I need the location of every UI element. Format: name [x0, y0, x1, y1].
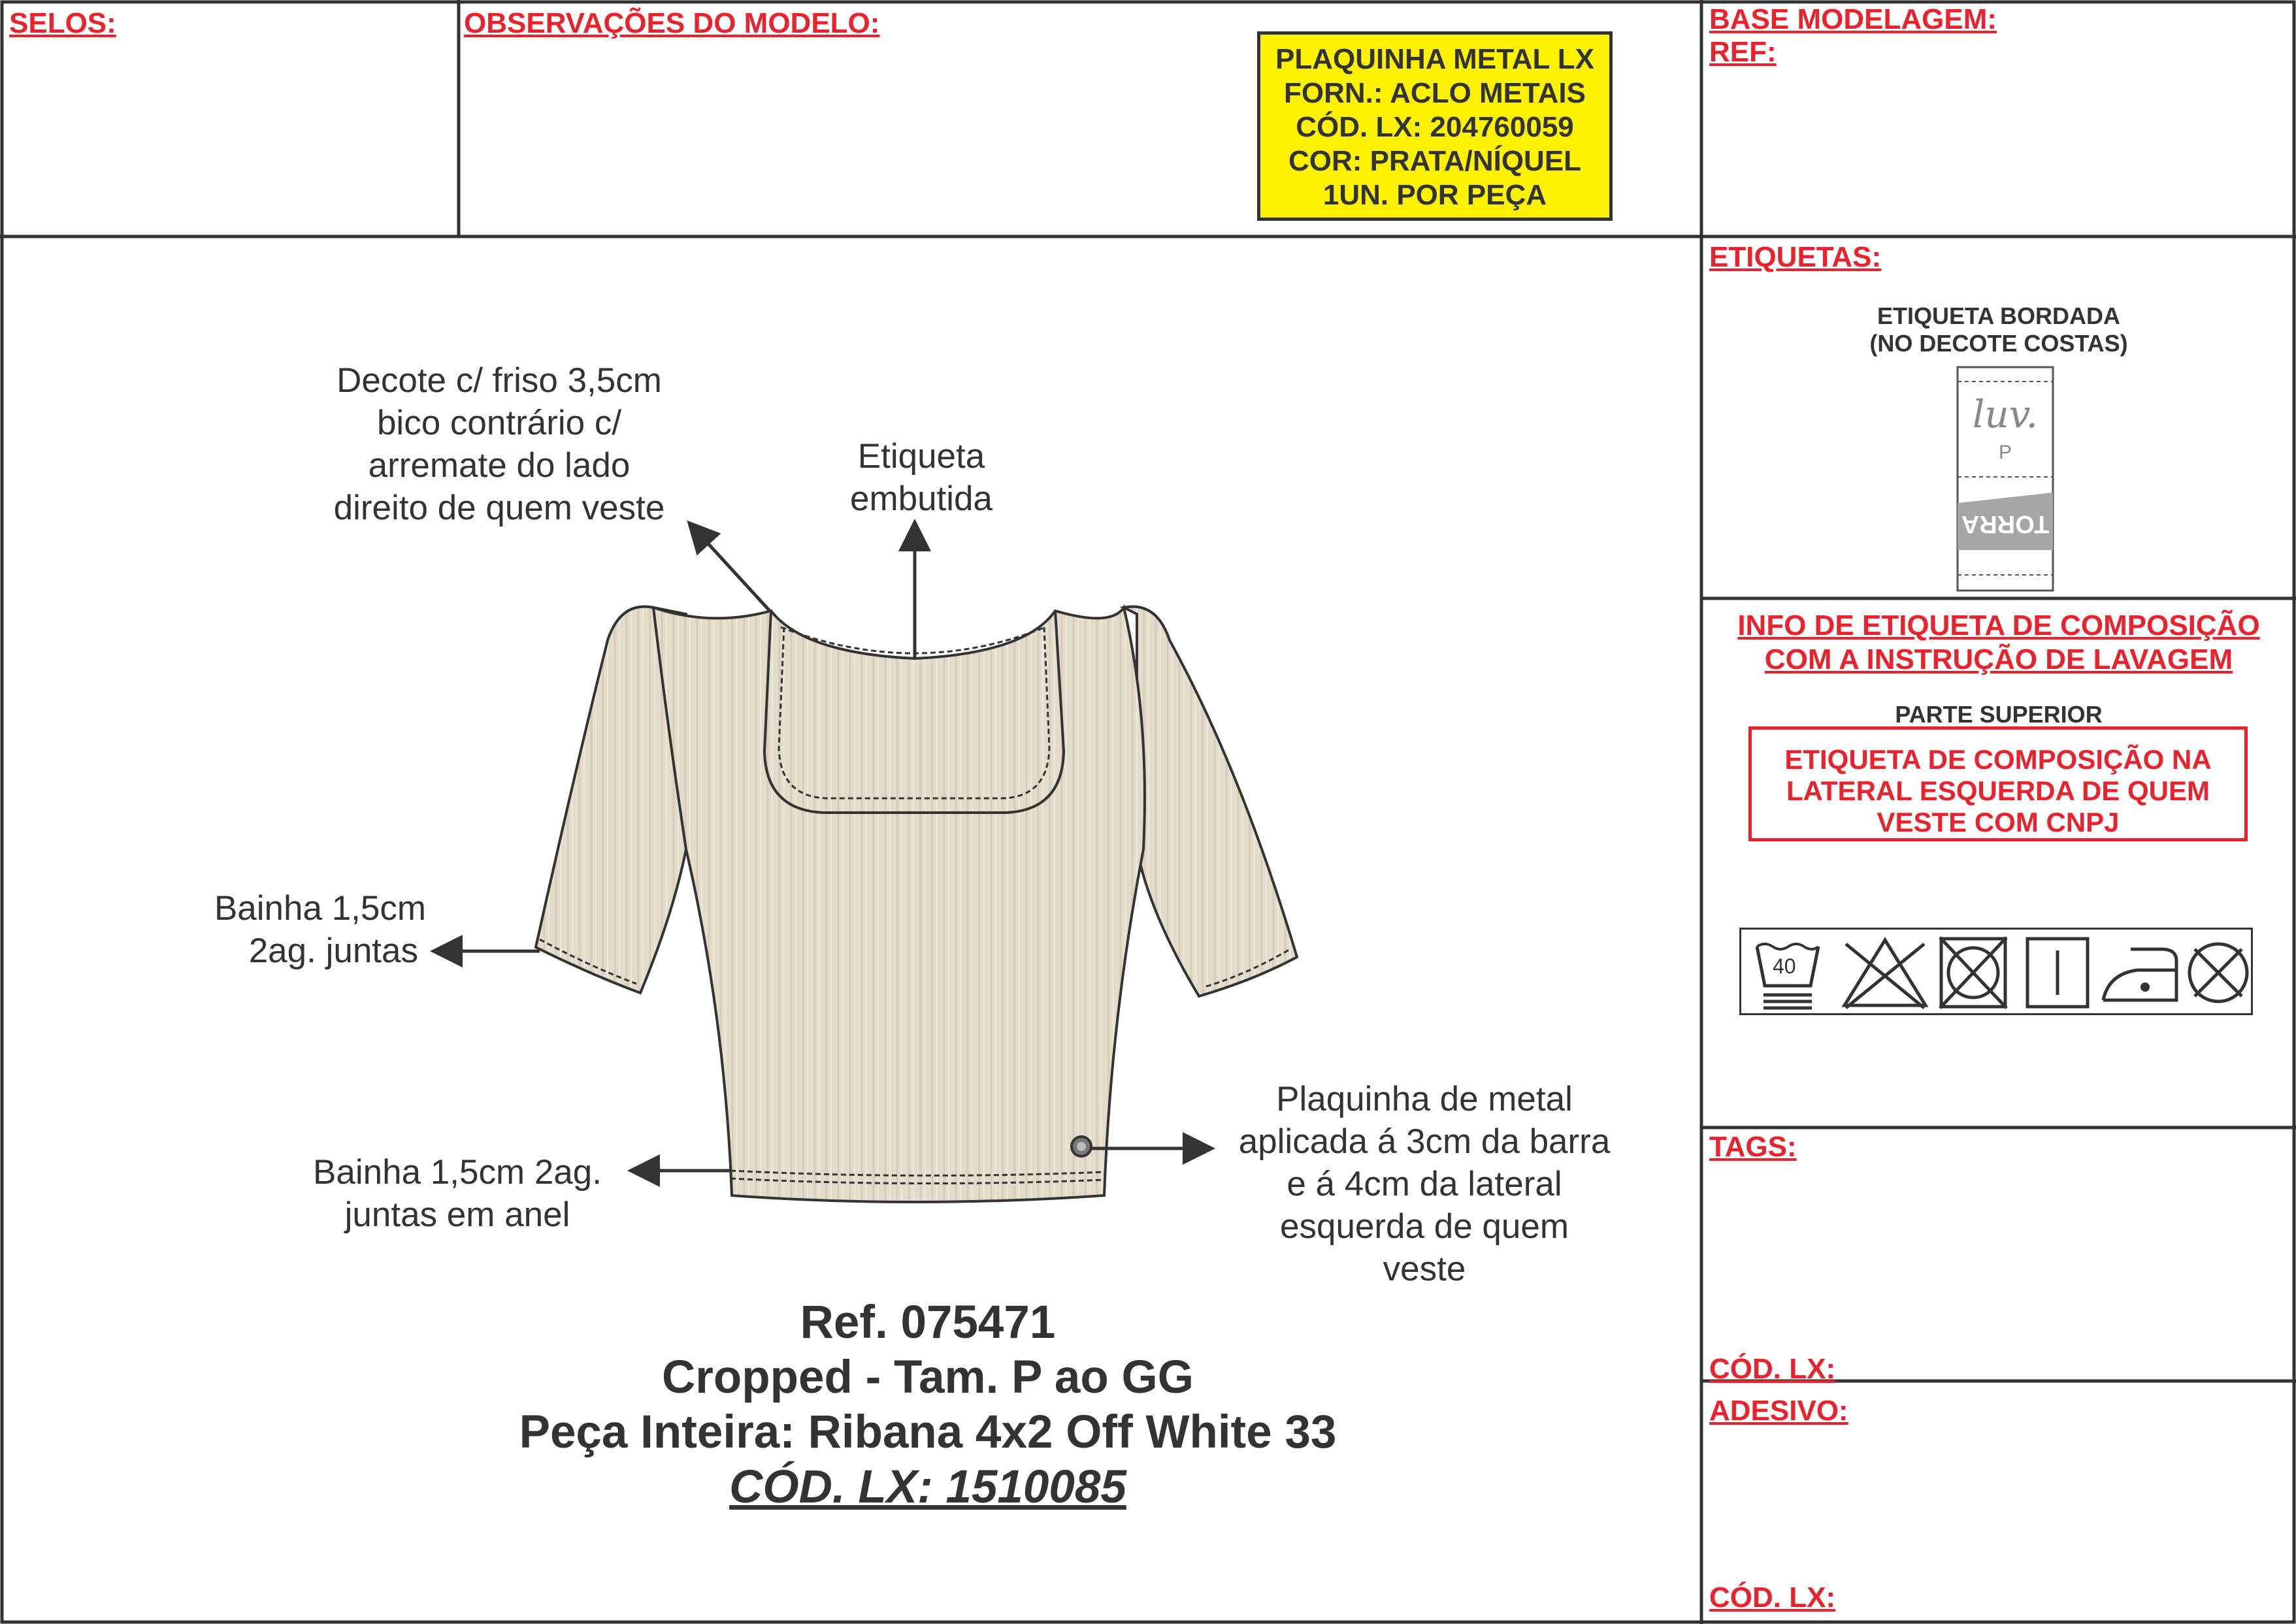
annotation-line: esquerda de quem [1280, 1207, 1569, 1246]
annotation-line: 2ag. juntas [248, 932, 418, 970]
ref-header: REF: [1709, 36, 1777, 68]
product-code: CÓD. LX: 1510085 [729, 1461, 1126, 1513]
annotation-line: Plaquinha de metal [1276, 1080, 1573, 1118]
etiqueta-label-line1: ETIQUETA BORDADA [1877, 302, 2120, 329]
plaquinha-line: 1UN. POR PEÇA [1322, 179, 1547, 211]
composicao-line: LATERAL ESQUERDA DE QUEM [1786, 775, 2210, 806]
product-material: Peça Inteira: Ribana 4x2 Off White 33 [519, 1406, 1337, 1458]
annotation-line: direito de quem veste [333, 489, 665, 527]
bainha-barra-annotation [287, 1151, 627, 1236]
adesivo-cod-lx: CÓD. LX: [1709, 1582, 1836, 1614]
composicao-line: VESTE COM CNPJ [1877, 807, 2120, 837]
annotation-line: Decote c/ friso 3,5cm [336, 361, 662, 400]
etiqueta-annotation [817, 435, 1026, 520]
plaquinha-line: CÓD. LX: 204760059 [1296, 111, 1574, 143]
info-composicao-header-line1: INFO DE ETIQUETA DE COMPOSIÇÃO [1737, 609, 2260, 641]
annotation-line: Bainha 1,5cm 2ag. [313, 1153, 602, 1192]
selos-header: SELOS: [9, 7, 116, 39]
annotation-line: veste [1383, 1250, 1466, 1288]
annotation-line: Etiqueta [857, 437, 985, 476]
no-tumble-dry-icon [1937, 935, 2009, 1011]
label-logo-text: luv. [1972, 392, 2039, 436]
annotation-line: embutida [849, 479, 993, 518]
wash-temp-text: 40 [1773, 954, 1796, 978]
annotation-line: e á 4cm da lateral [1287, 1165, 1562, 1203]
plaquinha-line: FORN.: ACLO METAIS [1284, 77, 1586, 109]
plaquinha-info-box [1257, 31, 1613, 221]
iron-low-icon [2099, 935, 2180, 1011]
no-bleach-icon [1839, 935, 1931, 1011]
plaquinha-line: PLAQUINHA METAL LX [1275, 43, 1595, 75]
annotation-line: arremate do lado [368, 446, 631, 485]
cropped-top-technical-drawing [510, 510, 1320, 1228]
adesivo-header: ADESIVO: [1709, 1395, 1848, 1427]
observacoes-header: OBSERVAÇÕES DO MODELO: [464, 7, 880, 39]
etiquetas-header: ETIQUETAS: [1709, 241, 1882, 273]
tags-cod-lx: CÓD. LX: [1709, 1353, 1836, 1385]
annotation-line: Bainha 1,5cm [214, 889, 427, 928]
composicao-instruction-box [1748, 726, 2248, 841]
decote-annotation [301, 359, 698, 529]
base-modelagem-header: BASE MODELAGEM: [1709, 3, 1997, 35]
annotation-line: bico contrário c/ [376, 404, 622, 442]
plaquinha-line: COR: PRATA/NÍQUEL [1288, 145, 1582, 177]
etiqueta-label-line2: (NO DECOTE COSTAS) [1869, 330, 2128, 357]
bainha-manga-annotation [196, 887, 444, 972]
composicao-line: ETIQUETA DE COMPOSIÇÃO NA [1784, 744, 2212, 775]
no-dry-clean-icon [2186, 935, 2251, 1011]
plaquinha-annotation [1215, 1078, 1633, 1290]
line-dry-icon [2024, 935, 2091, 1011]
label-size-text: P [1998, 442, 2012, 463]
info-composicao-header-line2: COM A INSTRUÇÃO DE LAVAGEM [1764, 643, 2233, 675]
annotation-line: aplicada á 3cm da barra [1238, 1122, 1611, 1161]
label-brand-text: TORRA [1961, 510, 2050, 538]
annotation-line: juntas em anel [344, 1195, 570, 1234]
product-ref: Ref. 075471 [800, 1297, 1056, 1348]
tags-header: TAGS: [1709, 1131, 1797, 1163]
product-name: Cropped - Tam. P ao GG [662, 1352, 1194, 1403]
care-symbols-strip [1739, 928, 2253, 1015]
parte-superior-label: PARTE SUPERIOR [1895, 701, 2103, 728]
